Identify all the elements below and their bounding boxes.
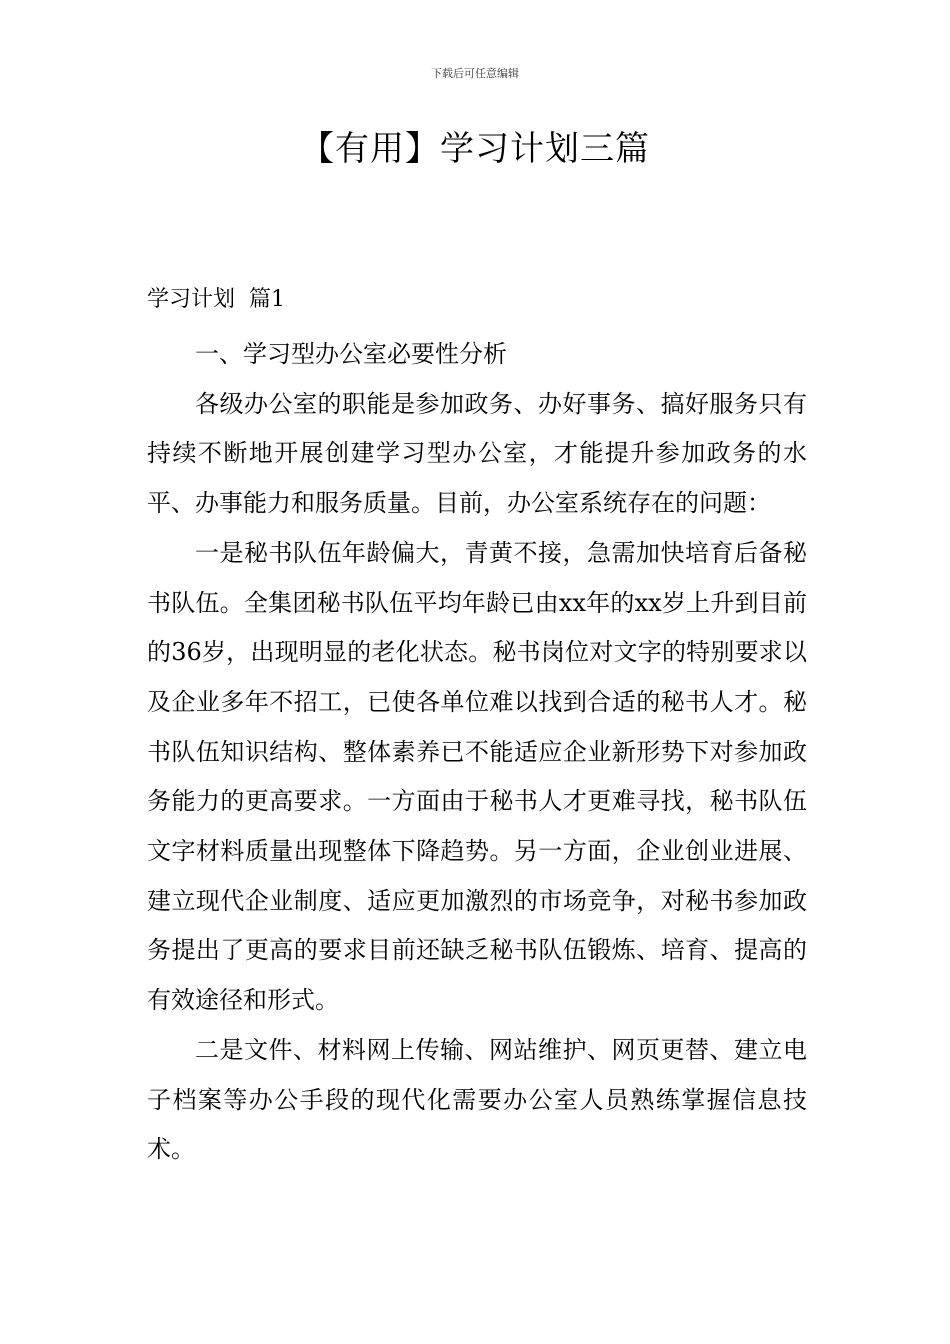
header-note: 下载后可任意编辑 bbox=[431, 67, 519, 80]
document-title: 【有用】学习计划三篇 bbox=[300, 129, 650, 169]
paragraph: 二是文件、材料网上传输、网站维护、网页更替、建立电子档案等办公手段的现代化需要办公室人员熟练掌握信息技术。 bbox=[147, 1035, 807, 1164]
paragraph-subheading: 一、学习型办公室必要性分析 bbox=[195, 340, 507, 368]
paragraph: 各级办公室的职能是参加政务、办好事务、搞好服务只有持续不断地开展创建学习型办公室，才能提升参加政务的水平、办事能力和服务质量。目前，办公室系统存在的问题： bbox=[147, 389, 807, 518]
paragraph: 一是秘书队伍年龄偏大，青黄不接，急需加快培育后备秘书队伍。全集团秘书队伍平均年龄已由xx年的xx岁上升到目前的36岁，出现明显的老化状态。秘书岗位对文字的特别要求以及企业多年不招工，已使各单位难以找到合适的秘书人才。秘书队伍知识结构、整体素养已不能适应企业新形势下对参加政务能力的更高要求。一方面由于秘书人才更难寻找，秘书队伍文字材料质量出现整体下降趋势。另一方面，企业创业进展、建立现代企业制度、适应更加激烈的市场竞争，对秘书参加政务提出了更高的要求目前还缺乏秘书队伍锻炼、培育、提高的有效途径和形式。 bbox=[147, 538, 807, 1015]
section-heading: 学习计划 篇1 bbox=[147, 287, 285, 312]
body-text bbox=[147, 330, 807, 1175]
